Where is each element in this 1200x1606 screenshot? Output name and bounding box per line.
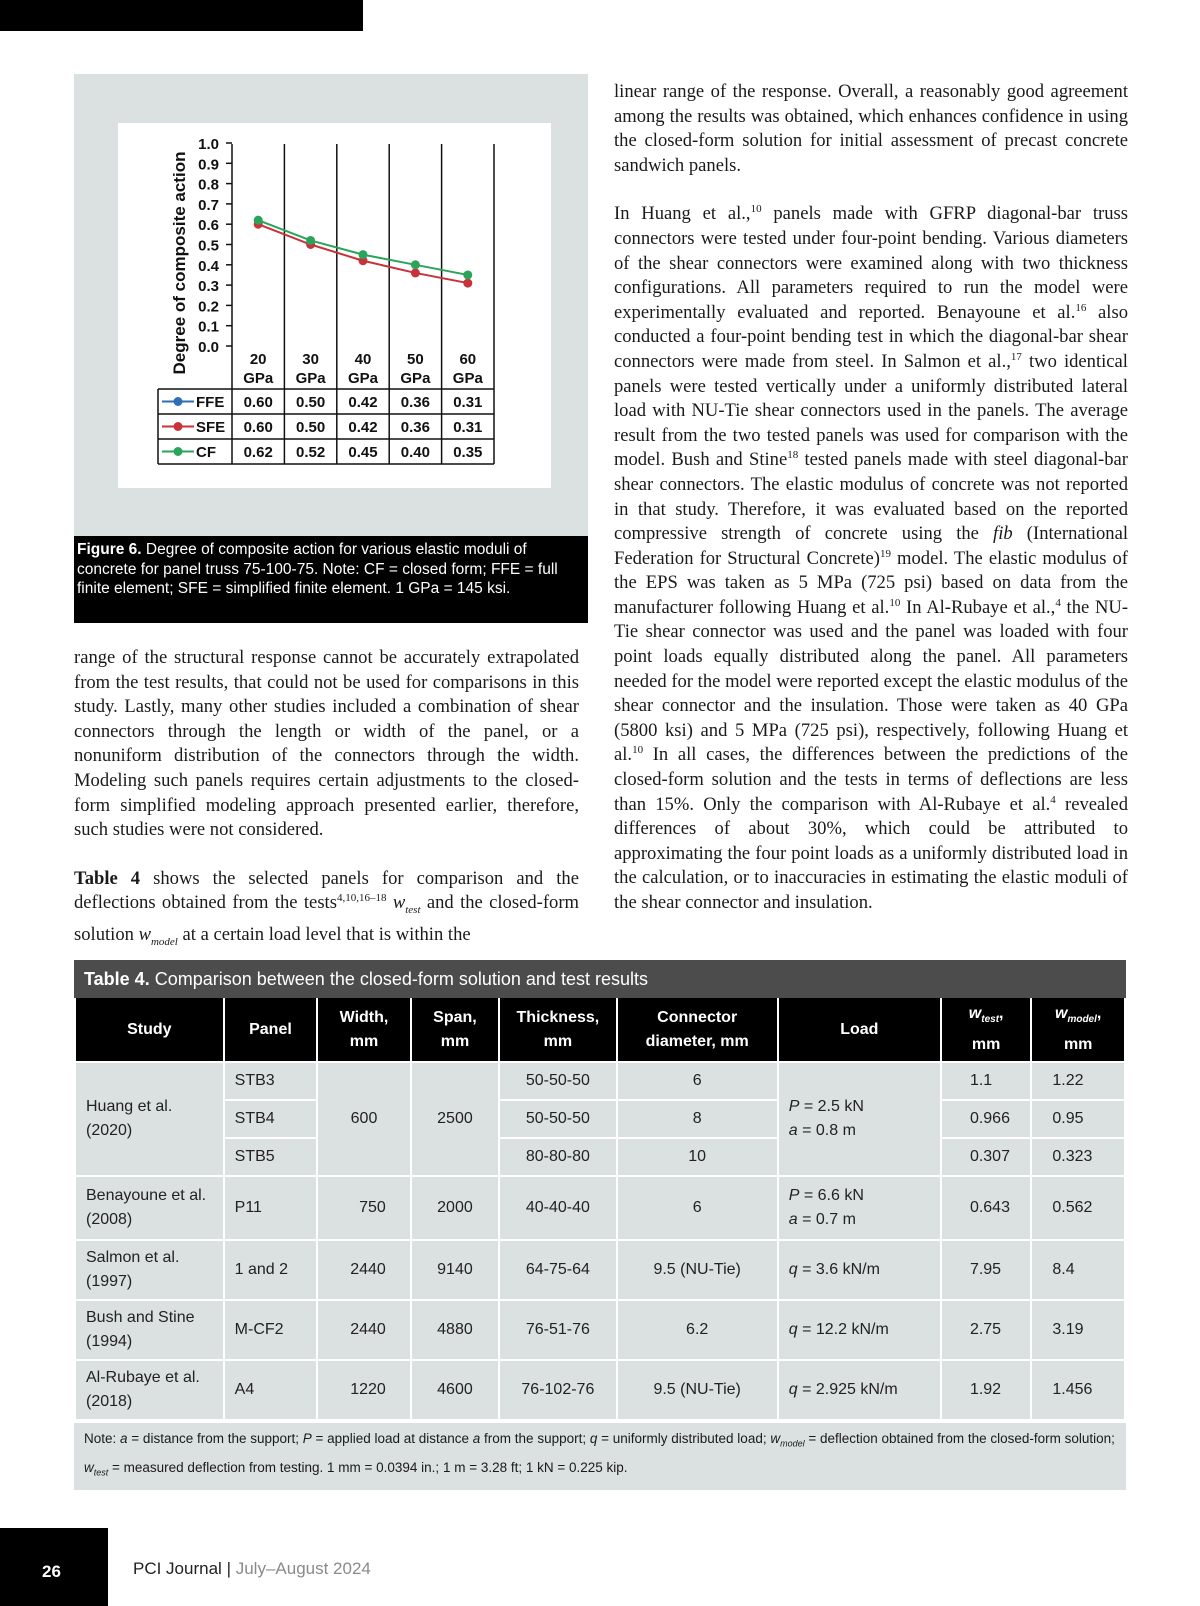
- thickness-cell: 40-40-40: [499, 1176, 616, 1240]
- x-category-value: 20: [249, 351, 267, 368]
- diameter-cell: 9.5 (NU-Tie): [617, 1360, 778, 1420]
- citation[interactable]: 4: [1055, 596, 1061, 609]
- panel-cell: 1 and 2: [224, 1240, 318, 1300]
- width-cell: 2440: [317, 1240, 411, 1300]
- thickness-cell: 76-51-76: [499, 1300, 616, 1360]
- table-row: [75, 1138, 1125, 1176]
- data-label-sfe: 0.36: [400, 419, 431, 436]
- table-4: [74, 960, 1126, 1490]
- header-connector-diameter: Connector diameter, mm: [617, 998, 778, 1062]
- y-tick-label: 0.2: [198, 298, 219, 316]
- y-tick-label: 0.4: [198, 257, 219, 275]
- w-model-cell: 0.95: [1031, 1100, 1125, 1138]
- data-point-sfe: [463, 279, 472, 288]
- width-cell: 1220: [317, 1360, 411, 1420]
- data-point-cf: [254, 216, 263, 225]
- figure-caption: [74, 536, 588, 623]
- comparison-table: [74, 998, 1126, 1421]
- data-label-sfe: 0.31: [453, 419, 483, 436]
- w-model-cell: 3.19: [1031, 1300, 1125, 1360]
- study-cell: Huang et al. (2020): [75, 1062, 224, 1176]
- citation[interactable]: 10: [889, 596, 901, 609]
- right-column: [614, 80, 1128, 916]
- x-category-unit: GPa: [452, 370, 483, 387]
- span-cell: 2500: [411, 1062, 499, 1176]
- data-label-sfe: 0.60: [243, 419, 273, 436]
- data-label-ffe: 0.50: [295, 394, 326, 411]
- data-label-sfe: 0.42: [348, 419, 378, 436]
- citation[interactable]: 10: [750, 203, 762, 216]
- table-row: [75, 1176, 1125, 1240]
- load-cell: P = 2.5 kN a = 0.8 m: [778, 1062, 941, 1176]
- table-title: Table 4. Comparison between the closed-form solution and test results: [74, 960, 1126, 998]
- panel-cell: P11: [224, 1176, 318, 1240]
- y-tick-label: 0.6: [198, 217, 219, 235]
- table-row: [75, 1360, 1125, 1420]
- span-cell: 9140: [411, 1240, 499, 1300]
- citation[interactable]: 10: [632, 744, 644, 757]
- journal-name: PCI Journal: [133, 1559, 222, 1578]
- thickness-cell: 64-75-64: [499, 1240, 616, 1300]
- thickness-cell: 80-80-80: [499, 1138, 616, 1176]
- data-label-sfe: 0.50: [295, 419, 326, 436]
- figure-6: [74, 74, 588, 623]
- citation[interactable]: 16: [1075, 301, 1087, 314]
- study-cell: Bush and Stine (1994): [75, 1300, 224, 1360]
- thickness-cell: 50-50-50: [499, 1062, 616, 1100]
- legend-marker-cf: [174, 447, 183, 456]
- data-point-cf: [306, 236, 315, 245]
- study-cell: Al-Rubaye et al. (2018): [75, 1360, 224, 1420]
- thickness-cell: 50-50-50: [499, 1100, 616, 1138]
- table-header-row: [75, 998, 1125, 1062]
- header-thickness: Thickness, mm: [499, 998, 616, 1062]
- header-w-model: $w_{model}$, mm: [1031, 998, 1125, 1062]
- data-label-ffe: 0.42: [348, 394, 378, 411]
- y-tick-label: 0.0: [198, 339, 219, 356]
- chart-panel: [118, 123, 551, 488]
- w-test-cell: 0.307: [941, 1138, 1031, 1176]
- left-column: [74, 646, 579, 955]
- w-model-cell: 1.22: [1031, 1062, 1125, 1100]
- data-label-cf: 0.45: [348, 444, 378, 461]
- x-category-unit: GPa: [295, 370, 326, 387]
- study-cell: Salmon et al. (1997): [75, 1240, 224, 1300]
- issue-date: July–August 2024: [235, 1559, 371, 1578]
- w-test-cell: 1.1: [941, 1062, 1031, 1100]
- study-cell: Benayoune et al. (2008): [75, 1176, 224, 1240]
- x-category-unit: GPa: [243, 370, 274, 387]
- panel-cell: STB4: [224, 1100, 318, 1138]
- w-model-cell: 1.456: [1031, 1360, 1125, 1420]
- data-label-cf: 0.40: [400, 444, 431, 461]
- panel-cell: STB3: [224, 1062, 318, 1100]
- span-cell: 4600: [411, 1360, 499, 1420]
- composite-action-chart: [118, 123, 551, 488]
- w-test-cell: 2.75: [941, 1300, 1031, 1360]
- legend-label-ffe: FFE: [196, 394, 225, 411]
- w-test-cell: 1.92: [941, 1360, 1031, 1420]
- figure-label: Figure 6.: [77, 541, 142, 558]
- width-cell: 600: [317, 1062, 411, 1176]
- diameter-cell: 8: [617, 1100, 778, 1138]
- footer-separator: |: [226, 1559, 231, 1578]
- x-category-value: 50: [407, 351, 424, 368]
- data-point-cf: [463, 270, 472, 279]
- series-line-cf: [258, 220, 468, 275]
- x-category-value: 60: [459, 351, 477, 368]
- w-model-cell: 0.323: [1031, 1138, 1125, 1176]
- footer: [133, 1557, 371, 1581]
- citation[interactable]: 18: [787, 449, 799, 462]
- legend-marker-sfe: [174, 422, 183, 431]
- citation[interactable]: 4,10,16–18: [336, 892, 387, 905]
- w-model-cell: 8.4: [1031, 1240, 1125, 1300]
- diameter-cell: 10: [617, 1138, 778, 1176]
- diameter-cell: 6: [617, 1176, 778, 1240]
- header-w-test: $w_{test}$, mm: [941, 998, 1031, 1062]
- x-category-value: 30: [302, 351, 319, 368]
- left-paragraph-2: Table 4 shows the selected panels for comparison and the deflections obtained from the tests$^{4,10,16-18}$ $w_{test}$ and the closed-form solution $w_{model}$ at a certain load level that is within the: [74, 867, 579, 948]
- y-tick-label: 0.3: [198, 278, 219, 296]
- y-tick-label: 0.9: [198, 156, 219, 174]
- data-point-cf: [411, 260, 420, 269]
- legend-marker-ffe: [174, 397, 183, 406]
- header-span: Span, mm: [411, 998, 499, 1062]
- y-tick-label: 0.8: [198, 176, 219, 194]
- x-category-value: 40: [354, 351, 372, 368]
- page-number: 26: [0, 1528, 108, 1606]
- table-row: [75, 1240, 1125, 1300]
- data-label-cf: 0.62: [243, 444, 273, 461]
- load-cell: P = 6.6 kN a = 0.7 m: [778, 1176, 941, 1240]
- data-label-ffe: 0.60: [243, 394, 273, 411]
- header-load: Load: [778, 998, 941, 1062]
- diameter-cell: 9.5 (NU-Tie): [617, 1240, 778, 1300]
- w-test-cell: 7.95: [941, 1240, 1031, 1300]
- data-point-cf: [359, 250, 368, 259]
- diameter-cell: 6: [617, 1062, 778, 1100]
- table-row: [75, 1100, 1125, 1138]
- y-tick-label: 0.1: [198, 318, 219, 336]
- y-tick-label: 0.5: [198, 237, 219, 255]
- header-panel: Panel: [224, 998, 318, 1062]
- load-cell: q = 12.2 kN/m: [778, 1300, 941, 1360]
- x-category-unit: GPa: [347, 370, 379, 387]
- right-paragraph-1: linear range of the response. Overall, a reasonably good agreement among the results was obtained, which enhances confidence in using the closed-form solution for initial assessment of precast concrete sandwich panels.: [614, 81, 1128, 176]
- right-paragraph-2: In Huang et al.,$^{10}$ panels made with GFRP diagonal-bar truss connectors were tested under four-point bending. Various diameters of the shear connectors were examined along with two thickness configurations. All parameters required to run the model were experimentally evaluated and reported. Benayoune et al.$^{16}$ also conducted a four-point bending test in which the diagonal-bar shear connectors were made from steel. In Salmon et al.,$^{17}$ two identical panels were tested vertically under a uniformly distributed lateral load with NU-Tie shear connectors used in the panels. The average result from the two tested panels was used for comparison with the model. Bush and Stine$^{18}$ tested panels made with steel diagonal-bar shear connectors. The elastic modulus of concrete was not reported in that study. Therefore, it was evaluated based on the reported compressive strength of concrete using the fib (International Federation for Structural Concrete)$^{19}$ model. The elastic modulus of the EPS was taken as 5 MPa (725 psi) based on data from the manufacturer following Huang et al.$^{10}$ In Al-Rubaye et al.,$^4$ the NU-Tie shear connector was used and the panel was loaded with four point loads equally distributed along the panel. All parameters needed for the model were reported except the elastic modulus of the shear connector and the insulation. Those were taken as 40 GPa (5800 ksi) and 5 MPa (725 psi), respectively, following Huang et al.$^{10}$ In all cases, the differences between the predictions of the closed-form solution and the tests in terms of deflections are less than 15%. Only the comparison with Al-Rubaye et al.$^4$ revealed differences of about 30%, which could be attributed to approximating the four point loads as a uniformly distributed load in the calculation, or to inaccuracies in estimating the elastic moduli of the shear connector and insulation.: [614, 203, 1129, 913]
- table-4-ref[interactable]: Table 4: [74, 867, 141, 889]
- span-cell: 2000: [411, 1176, 499, 1240]
- citation[interactable]: 19: [879, 547, 891, 560]
- citation[interactable]: 17: [1010, 350, 1022, 363]
- data-label-ffe: 0.36: [400, 394, 431, 411]
- width-cell: 750: [317, 1176, 411, 1240]
- load-cell: q = 2.925 kN/m: [778, 1360, 941, 1420]
- top-black-bar: [0, 0, 363, 31]
- table-note: Note: a = distance from the support; P = applied load at distance a from the support; q = uniformly distributed load; $w_{model}$ = deflection obtained from the closed-form solution; $w_{test}$ = measured deflection from testing. 1 mm = 0.0394 in.; 1 m = 3.28 ft; 1 kN = 0.225 kip.: [74, 1421, 1126, 1490]
- data-label-ffe: 0.31: [453, 394, 483, 411]
- load-cell: q = 3.6 kN/m: [778, 1240, 941, 1300]
- diameter-cell: 6.2: [617, 1300, 778, 1360]
- w-test-cell: 0.966: [941, 1100, 1031, 1138]
- panel-cell: M-CF2: [224, 1300, 318, 1360]
- data-label-cf: 0.52: [295, 444, 326, 461]
- header-width: Width, mm: [317, 998, 411, 1062]
- y-axis-label: Degree of composite action: [170, 151, 189, 375]
- thickness-cell: 76-102-76: [499, 1360, 616, 1420]
- y-tick-label: 0.7: [198, 196, 219, 214]
- y-tick-label: 1.0: [198, 136, 219, 153]
- table-row: [75, 1062, 1125, 1100]
- header-study: Study: [75, 998, 224, 1062]
- w-model-cell: 0.562: [1031, 1176, 1125, 1240]
- legend-label-cf: CF: [196, 444, 216, 461]
- span-cell: 4880: [411, 1300, 499, 1360]
- figure-caption-text: Degree of composite action for various elastic moduli of concrete for panel truss 75-100-75. Note: CF = closed form; FFE = full finite element; SFE = simplified finite element. 1 GPa = 145 ksi.: [77, 541, 558, 597]
- w-test-cell: 0.643: [941, 1176, 1031, 1240]
- panel-cell: A4: [224, 1360, 318, 1420]
- data-label-cf: 0.35: [453, 444, 483, 461]
- data-point-sfe: [411, 268, 420, 277]
- left-paragraph-1: range of the structural response cannot be accurately extrapolated from the test results, that could not be used for comparisons in this study. Lastly, many other studies included a combination of shear connectors through the length or width of the panel, or a nonuniform distribution of the connectors through the width. Modeling such panels requires certain adjustments to the closed-form simplified modeling approach presented earlier, therefore, such studies were not considered.: [74, 647, 579, 841]
- legend-label-sfe: SFE: [196, 419, 226, 436]
- citation[interactable]: 4: [1050, 793, 1056, 806]
- width-cell: 2440: [317, 1300, 411, 1360]
- x-category-unit: GPa: [400, 370, 431, 387]
- table-row: [75, 1300, 1125, 1360]
- panel-cell: STB5: [224, 1138, 318, 1176]
